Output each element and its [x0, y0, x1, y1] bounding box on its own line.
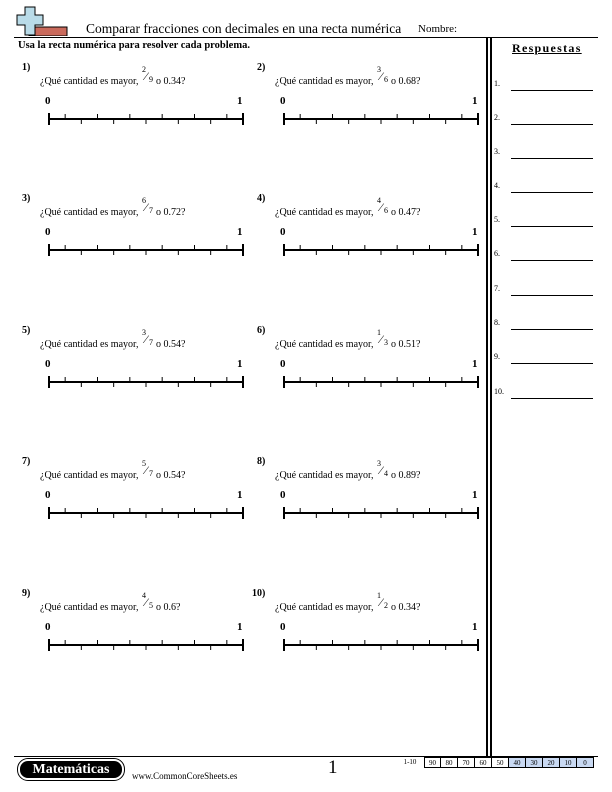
- problem-number: 7): [22, 456, 31, 467]
- question-text: [275, 591, 421, 613]
- fraction-numerator: 3: [376, 65, 381, 74]
- answer-blank[interactable]: [511, 363, 593, 364]
- fraction: [141, 328, 156, 347]
- question-text: [40, 65, 186, 87]
- fraction-denominator: 2: [383, 601, 388, 610]
- answer-number: 6.: [494, 249, 500, 258]
- number-line-end-label: 1: [472, 95, 478, 107]
- number-line-start-label: 0: [280, 358, 286, 370]
- problem-number: 1): [22, 62, 31, 73]
- fraction-slash: ⁄: [144, 332, 147, 346]
- answer-blank[interactable]: [511, 329, 593, 330]
- fraction: [376, 459, 391, 478]
- number-line-end-label: 1: [472, 621, 478, 633]
- score-table: [396, 757, 594, 768]
- number-line-start-label: 0: [45, 95, 51, 107]
- answer-blank[interactable]: [511, 158, 593, 159]
- question-text: [275, 328, 421, 350]
- answer-blank[interactable]: [511, 124, 593, 125]
- answer-number: 5.: [494, 215, 500, 224]
- question-prefix: ¿Qué cantidad es mayor,: [40, 76, 139, 87]
- number-line: [283, 113, 479, 127]
- fraction: [376, 328, 391, 347]
- fraction: [376, 196, 391, 215]
- question-suffix: o 0.6?: [155, 602, 181, 613]
- number-line-end-label: 1: [472, 358, 478, 370]
- question-prefix: ¿Qué cantidad es mayor,: [40, 339, 139, 350]
- question-text: [40, 328, 186, 350]
- question-suffix: o 0.54?: [155, 339, 186, 350]
- question-suffix: o 0.47?: [390, 207, 421, 218]
- number-line-end-label: 1: [237, 95, 243, 107]
- question-prefix: ¿Qué cantidad es mayor,: [40, 470, 139, 481]
- answer-blank[interactable]: [511, 192, 593, 193]
- question-text: [275, 459, 421, 481]
- number-line-end-label: 1: [237, 358, 243, 370]
- question-text: [275, 196, 421, 218]
- score-cell: 90: [424, 757, 441, 768]
- fraction-numerator: 3: [141, 328, 146, 337]
- number-line-end-label: 1: [237, 621, 243, 633]
- number-line-start-label: 0: [45, 226, 51, 238]
- fraction: [141, 65, 156, 84]
- number-line: [48, 376, 244, 390]
- fraction-denominator: 9: [148, 75, 153, 84]
- question-prefix: ¿Qué cantidad es mayor,: [275, 470, 374, 481]
- worksheet-title: Comparar fracciones con decimales en una recta numérica: [86, 21, 402, 36]
- problem-number: 5): [22, 325, 31, 336]
- fraction-slash: ⁄: [144, 595, 147, 609]
- name-label: Nombre:: [418, 23, 458, 35]
- fraction: [376, 65, 391, 84]
- fraction-numerator: 1: [376, 328, 381, 337]
- question-prefix: ¿Qué cantidad es mayor,: [275, 339, 374, 350]
- answer-number: 1.: [494, 79, 500, 88]
- fraction-slash: ⁄: [379, 463, 382, 477]
- problem-number: 3): [22, 193, 31, 204]
- header-divider: [14, 37, 598, 38]
- fraction-numerator: 2: [141, 65, 146, 74]
- problem-number: 10): [252, 588, 266, 599]
- score-cell: 20: [543, 757, 560, 768]
- answer-number: 8.: [494, 318, 500, 327]
- fraction-numerator: 4: [141, 591, 146, 600]
- answer-blank[interactable]: [511, 260, 593, 261]
- question-prefix: ¿Qué cantidad es mayor,: [40, 207, 139, 218]
- number-line-start-label: 0: [45, 621, 51, 633]
- question-suffix: o 0.34?: [390, 602, 421, 613]
- number-line: [283, 639, 479, 653]
- question-suffix: o 0.89?: [390, 470, 421, 481]
- number-line-start-label: 0: [280, 489, 286, 501]
- question-suffix: o 0.68?: [390, 76, 421, 87]
- number-line: [48, 507, 244, 521]
- problem-number: 9): [22, 588, 31, 599]
- number-line-start-label: 0: [280, 621, 286, 633]
- answers-divider: [486, 37, 488, 756]
- problem-number: 6): [257, 325, 266, 336]
- answer-number: 4.: [494, 181, 500, 190]
- page-number: 1: [328, 757, 338, 778]
- score-cell: 60: [475, 757, 492, 768]
- score-cell: 80: [441, 757, 458, 768]
- fraction-numerator: 1: [376, 591, 381, 600]
- question-text: [40, 591, 181, 613]
- score-cell: 50: [492, 757, 509, 768]
- number-line-end-label: 1: [237, 226, 243, 238]
- answer-number: 7.: [494, 284, 500, 293]
- fraction-numerator: 6: [141, 196, 146, 205]
- number-line-end-label: 1: [472, 226, 478, 238]
- fraction-numerator: 5: [141, 459, 146, 468]
- fraction-denominator: 6: [383, 206, 388, 215]
- fraction: [141, 459, 156, 478]
- score-cell: 30: [526, 757, 543, 768]
- question-suffix: o 0.72?: [155, 207, 186, 218]
- fraction-denominator: 5: [148, 601, 153, 610]
- fraction-slash: ⁄: [144, 69, 147, 83]
- answer-number: 3.: [494, 147, 500, 156]
- question-text: [40, 459, 186, 481]
- number-line-start-label: 0: [45, 489, 51, 501]
- problem-number: 8): [257, 456, 266, 467]
- fraction-denominator: 4: [383, 469, 388, 478]
- score-cell: 70: [458, 757, 475, 768]
- fraction: [141, 196, 156, 215]
- fraction-slash: ⁄: [379, 200, 382, 214]
- brand-label: Matemáticas: [32, 762, 110, 777]
- fraction-slash: ⁄: [144, 463, 147, 477]
- number-line-start-label: 0: [280, 226, 286, 238]
- number-line-end-label: 1: [237, 489, 243, 501]
- question-prefix: ¿Qué cantidad es mayor,: [40, 602, 139, 613]
- score-cell: 40: [509, 757, 526, 768]
- answers-divider-inner: [490, 37, 492, 756]
- fraction-denominator: 3: [383, 338, 388, 347]
- answer-number: 2.: [494, 113, 500, 122]
- number-line-start-label: 0: [45, 358, 51, 370]
- answer-blank[interactable]: [511, 398, 593, 399]
- question-prefix: ¿Qué cantidad es mayor,: [275, 602, 374, 613]
- problem-number: 4): [257, 193, 266, 204]
- question-prefix: ¿Qué cantidad es mayor,: [275, 207, 374, 218]
- question-suffix: o 0.54?: [155, 470, 186, 481]
- fraction-slash: ⁄: [379, 332, 382, 346]
- score-range-label: 1-10: [403, 758, 417, 766]
- instructions: Usa la recta numérica para resolver cada problema.: [18, 40, 250, 51]
- fraction: [376, 591, 391, 610]
- site-url: www.CommonCoreSheets.es: [132, 771, 238, 781]
- fraction-denominator: 7: [148, 206, 153, 215]
- number-line: [283, 376, 479, 390]
- number-line: [48, 244, 244, 258]
- number-line: [48, 113, 244, 127]
- fraction-slash: ⁄: [144, 200, 147, 214]
- fraction-numerator: 3: [376, 459, 381, 468]
- brand-badge: [18, 759, 124, 780]
- problem-number: 2): [257, 62, 266, 73]
- fraction-numerator: 4: [376, 196, 381, 205]
- score-cell: 10: [560, 757, 577, 768]
- question-suffix: o 0.34?: [155, 76, 186, 87]
- number-line-end-label: 1: [472, 489, 478, 501]
- answer-blank[interactable]: [511, 295, 593, 296]
- fraction: [141, 591, 156, 610]
- fraction-slash: ⁄: [379, 69, 382, 83]
- fraction-denominator: 7: [148, 469, 153, 478]
- answer-number: 9.: [494, 352, 500, 361]
- answer-blank[interactable]: [511, 90, 593, 91]
- answer-number: 10.: [494, 387, 504, 396]
- question-text: [40, 196, 186, 218]
- answers-title: Respuestas: [512, 41, 582, 55]
- fraction-denominator: 6: [383, 75, 388, 84]
- number-line: [283, 507, 479, 521]
- score-cell: 0: [577, 757, 594, 768]
- fraction-slash: ⁄: [379, 595, 382, 609]
- fraction-denominator: 7: [148, 338, 153, 347]
- answer-blank[interactable]: [511, 226, 593, 227]
- question-prefix: ¿Qué cantidad es mayor,: [275, 76, 374, 87]
- number-line-start-label: 0: [280, 95, 286, 107]
- number-line: [283, 244, 479, 258]
- plus-minus-logo-icon: [16, 6, 68, 36]
- question-suffix: o 0.51?: [390, 339, 421, 350]
- number-line: [48, 639, 244, 653]
- question-text: [275, 65, 421, 87]
